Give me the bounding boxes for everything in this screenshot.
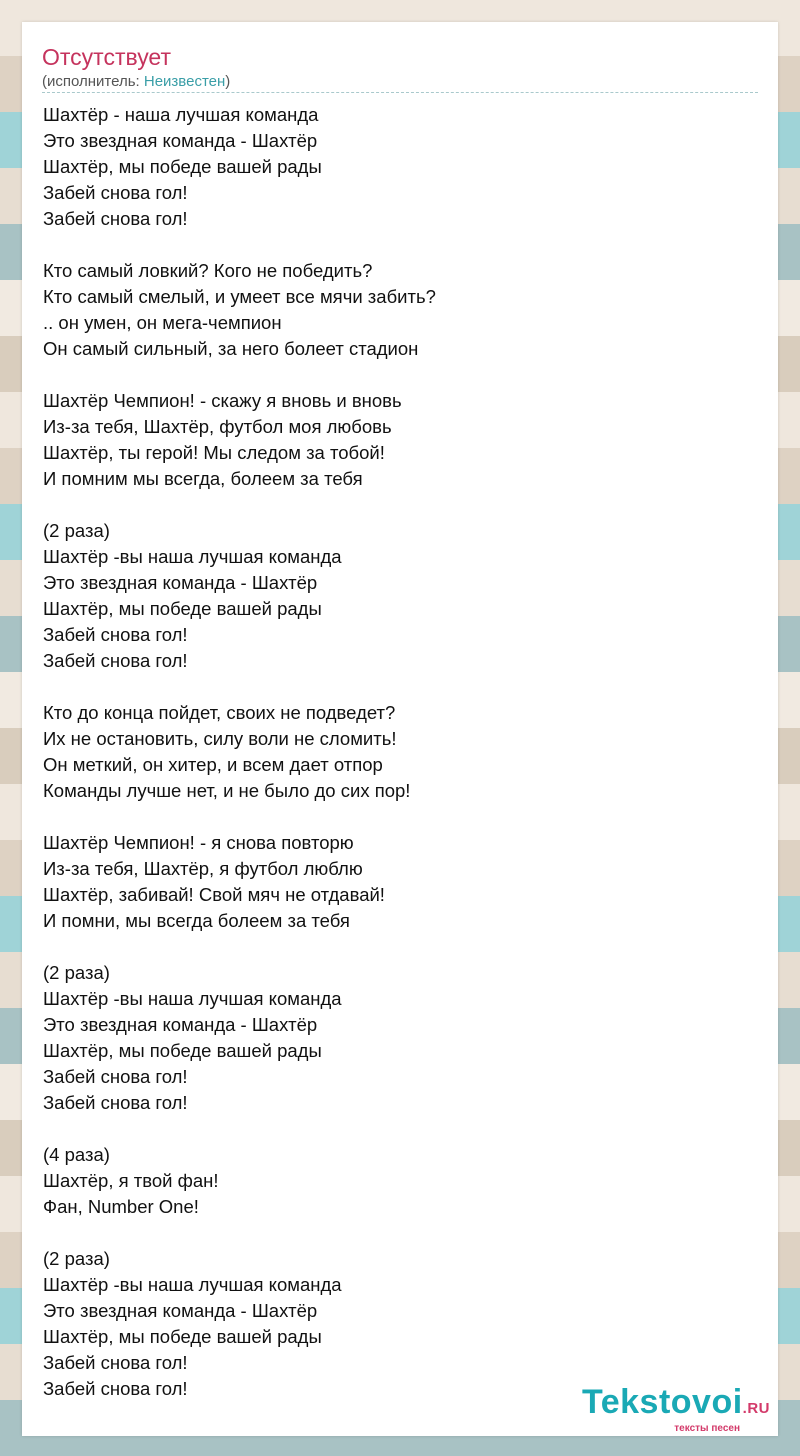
stanza-gap bbox=[43, 1220, 743, 1246]
lyric-line: Забей снова гол! bbox=[43, 624, 188, 645]
lyric-line: Он меткий, он хитер, и всем дает отпор bbox=[43, 754, 383, 775]
lyric-line: Кто до конца пойдет, своих не подведет? bbox=[43, 702, 396, 723]
lyric-line: Шахтёр, мы победе вашей рады bbox=[43, 1326, 322, 1347]
lyric-line: Забей снова гол! bbox=[43, 650, 188, 671]
logo-tagline: тексты песен bbox=[674, 1423, 740, 1434]
stanza-gap bbox=[43, 674, 743, 700]
stanza-gap bbox=[43, 232, 743, 258]
artist-link[interactable]: Неизвестен bbox=[143, 73, 226, 90]
lyric-line: Шахтёр -вы наша лучшая команда bbox=[43, 546, 342, 567]
lyric-line: Кто самый смелый, и умеет все мячи забить? bbox=[43, 286, 436, 307]
lyric-line: И помни, мы всегда болеем за тебя bbox=[43, 910, 350, 931]
lyric-line: И помним мы всегда, болеем за тебя bbox=[43, 468, 363, 489]
lyric-line: Шахтёр, мы победе вашей рады bbox=[43, 1040, 322, 1061]
lyric-line: Забей снова гол! bbox=[43, 1378, 188, 1399]
lyric-line: Это звездная команда - Шахтёр bbox=[43, 1014, 318, 1035]
lyric-line: Это звездная команда - Шахтёр bbox=[43, 1300, 318, 1321]
lyric-line: Он самый сильный, за него болеет стадион bbox=[43, 338, 419, 359]
lyric-line: Их не остановить, силу воли не сломить! bbox=[43, 728, 397, 749]
lyric-line: Шахтёр, мы победе вашей рады bbox=[43, 156, 322, 177]
lyric-line: .. он умен, он мега-чемпион bbox=[43, 312, 282, 333]
lyric-line: Забей снова гол! bbox=[43, 1066, 188, 1087]
lyric-line: Шахтёр - наша лучшая команда bbox=[43, 104, 319, 125]
lyric-line: Из-за тебя, Шахтёр, футбол моя любовь bbox=[43, 416, 392, 437]
stanza-gap bbox=[43, 1116, 743, 1142]
lyric-line: (2 раза) bbox=[43, 520, 110, 541]
lyric-line: Шахтёр, мы победе вашей рады bbox=[43, 598, 322, 619]
lyric-line: Шахтёр Чемпион! - я снова повторю bbox=[43, 832, 354, 853]
artist-suffix: ) bbox=[225, 73, 231, 90]
artist-prefix: (исполнитель: bbox=[42, 73, 144, 90]
lyric-line: Шахтёр -вы наша лучшая команда bbox=[43, 1274, 342, 1295]
lyric-line: Команды лучше нет, и не было до сих пор! bbox=[43, 780, 411, 801]
lyrics-text bbox=[43, 102, 743, 1402]
lyric-line: Шахтёр -вы наша лучшая команда bbox=[43, 988, 342, 1009]
lyric-line: (2 раза) bbox=[43, 962, 110, 983]
logo-domain: .RU bbox=[742, 1400, 770, 1417]
stanza-gap bbox=[43, 934, 743, 960]
lyric-line: Это звездная команда - Шахтёр bbox=[43, 130, 318, 151]
lyric-line: Шахтёр, забивай! Свой мяч не отдавай! bbox=[43, 884, 385, 905]
logo-wordmark: Tekstovoi bbox=[581, 1383, 743, 1421]
lyric-line: Забей снова гол! bbox=[43, 208, 188, 229]
stanza-gap bbox=[43, 804, 743, 830]
lyric-line: Фан, Number One! bbox=[43, 1196, 199, 1217]
song-title: Отсутствует bbox=[42, 44, 171, 70]
lyric-line: Шахтёр, ты герой! Мы следом за тобой! bbox=[43, 442, 385, 463]
lyrics-card bbox=[22, 22, 778, 1436]
lyric-line: Шахтёр, я твой фан! bbox=[43, 1170, 219, 1191]
lyric-line: (4 раза) bbox=[43, 1144, 110, 1165]
lyric-line: Шахтёр Чемпион! - скажу я вновь и вновь bbox=[43, 390, 402, 411]
lyric-line: Забей снова гол! bbox=[43, 182, 188, 203]
lyric-line: Забей снова гол! bbox=[43, 1092, 188, 1113]
lyric-line: Из-за тебя, Шахтёр, я футбол люблю bbox=[43, 858, 363, 879]
stanza-gap bbox=[43, 362, 743, 388]
artist-line bbox=[42, 73, 230, 90]
stanza-gap bbox=[43, 492, 743, 518]
header-divider bbox=[42, 92, 758, 93]
lyric-line: Кто самый ловкий? Кого не победить? bbox=[43, 260, 373, 281]
lyric-line: (2 раза) bbox=[43, 1248, 110, 1269]
site-logo[interactable] bbox=[582, 1384, 770, 1434]
lyric-line: Забей снова гол! bbox=[43, 1352, 188, 1373]
lyric-line: Это звездная команда - Шахтёр bbox=[43, 572, 318, 593]
